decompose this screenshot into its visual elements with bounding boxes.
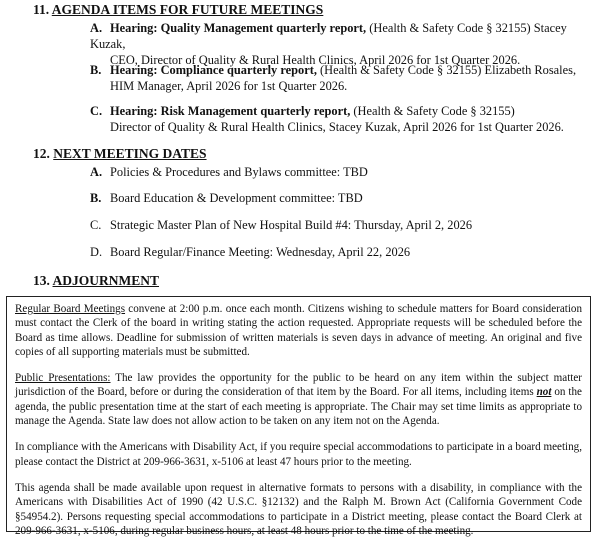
item-letter: C. <box>90 104 103 118</box>
hearing-detail: (Health & Safety Code § 32155) Stacey Kuzak, <box>90 21 567 51</box>
item-letter: B. <box>90 63 102 77</box>
hearing-detail-line2: CEO, Director of Quality & Rural Health Clinics, April 2026 for 1st Quarter 2026. <box>110 53 521 67</box>
public-presentations-paragraph <box>15 371 582 428</box>
hearing-detail-line2: Director of Quality & Rural Health Clinics, Stacey Kuzak, April 2026 for 1st Quarter 2026. <box>110 120 564 134</box>
section-12-heading <box>33 146 207 162</box>
section-title: ADJOURNMENT <box>52 273 160 288</box>
public-presentations-text-cont: on the agenda, the public presentation time at the start of each meeting is appropriate. The Chair may set time limits as appropriate to manage the Agenda. State law does not allow action to be taken on any item not on the Agenda. <box>15 386 582 428</box>
meeting-date-d <box>90 244 410 260</box>
section-title: NEXT MEETING DATES <box>53 146 207 161</box>
regular-meetings-paragraph <box>15 302 582 359</box>
hearing-title: Hearing: Risk Management quarterly report, <box>110 104 351 118</box>
meeting-date-text: Board Regular/Finance Meeting: Wednesday, April 22, 2026 <box>110 245 411 259</box>
section-number: 11. <box>33 2 50 17</box>
public-notice-box <box>6 296 591 537</box>
meeting-date-c <box>90 217 472 233</box>
agenda-item-c <box>90 103 564 135</box>
regular-meetings-text: convene at 2:00 p.m. once each month. Citizens wishing to schedule matters for Board consideration must contact the Clerk of the board in writing stating the action requested. Appropriate requests will be scheduled before the Board as time allows. Deadline for submission of written materials is seven days in advance of meeting. An original and five copies of all supporting materials must be submitted. <box>15 303 582 358</box>
item-letter: C. <box>90 218 102 232</box>
meeting-date-text: Policies & Procedures and Bylaws committee: TBD <box>110 165 368 179</box>
meeting-date-b <box>90 190 363 206</box>
item-letter: A. <box>90 21 103 35</box>
hearing-title: Hearing: Compliance quarterly report, <box>110 63 317 77</box>
alternative-formats-paragraph: This agenda shall be made available upon request in alternative formats to persons with a disability, in compliance with the Americans with Disabilities Act of 1990 (42 U.S.C. §12132) and the Ralph M. Brown Act (California Government Code §54954.2). Persons requesting special accommodations to participate in a District meeting, please contact the Board Clerk at 209-966-3631, x-5106, during regular business hours, at least 48 hours prior to the time of the meeting. <box>15 481 582 537</box>
section-number: 13. <box>33 273 50 288</box>
public-presentations-text: The law provides the opportunity for the public to be heard on any item within the subject matter jurisdiction of the Board, before or during the consideration of that item by the Board. For all items, including items <box>15 372 582 399</box>
section-number: 12. <box>33 146 50 161</box>
regular-meetings-lead: Regular Board Meetings <box>15 303 126 315</box>
item-letter: D. <box>90 245 103 259</box>
meeting-date-text: Board Education & Development committee: TBD <box>110 191 363 205</box>
section-title: AGENDA ITEMS FOR FUTURE MEETINGS <box>51 2 324 17</box>
hearing-detail: (Health & Safety Code § 32155) Elizabeth Rosales, <box>316 63 577 77</box>
item-letter: B. <box>90 191 102 205</box>
agenda-item-b <box>90 62 576 94</box>
section-11-heading <box>33 2 323 18</box>
agenda-item-a <box>90 20 600 68</box>
emphasis-not: not <box>536 386 552 399</box>
hearing-detail: (Health & Safety Code § 32155) <box>350 104 515 118</box>
ada-paragraph: In compliance with the Americans with Disability Act, if you require special accommodations to participate in a board meeting, please contact the District at 209-966-3631, x-5106 at least 47 hours prior to the meeting. <box>15 441 582 468</box>
hearing-detail-line2: HIM Manager, April 2026 for 1st Quarter 2026. <box>110 79 348 93</box>
section-13-heading <box>33 273 159 289</box>
meeting-date-a <box>90 164 368 180</box>
public-presentations-lead: Public Presentations: <box>15 372 111 385</box>
meeting-date-text: Strategic Master Plan of New Hospital Build #4: Thursday, April 2, 2026 <box>110 218 473 232</box>
hearing-title: Hearing: Quality Management quarterly report, <box>110 21 367 35</box>
item-letter: A. <box>90 165 103 179</box>
